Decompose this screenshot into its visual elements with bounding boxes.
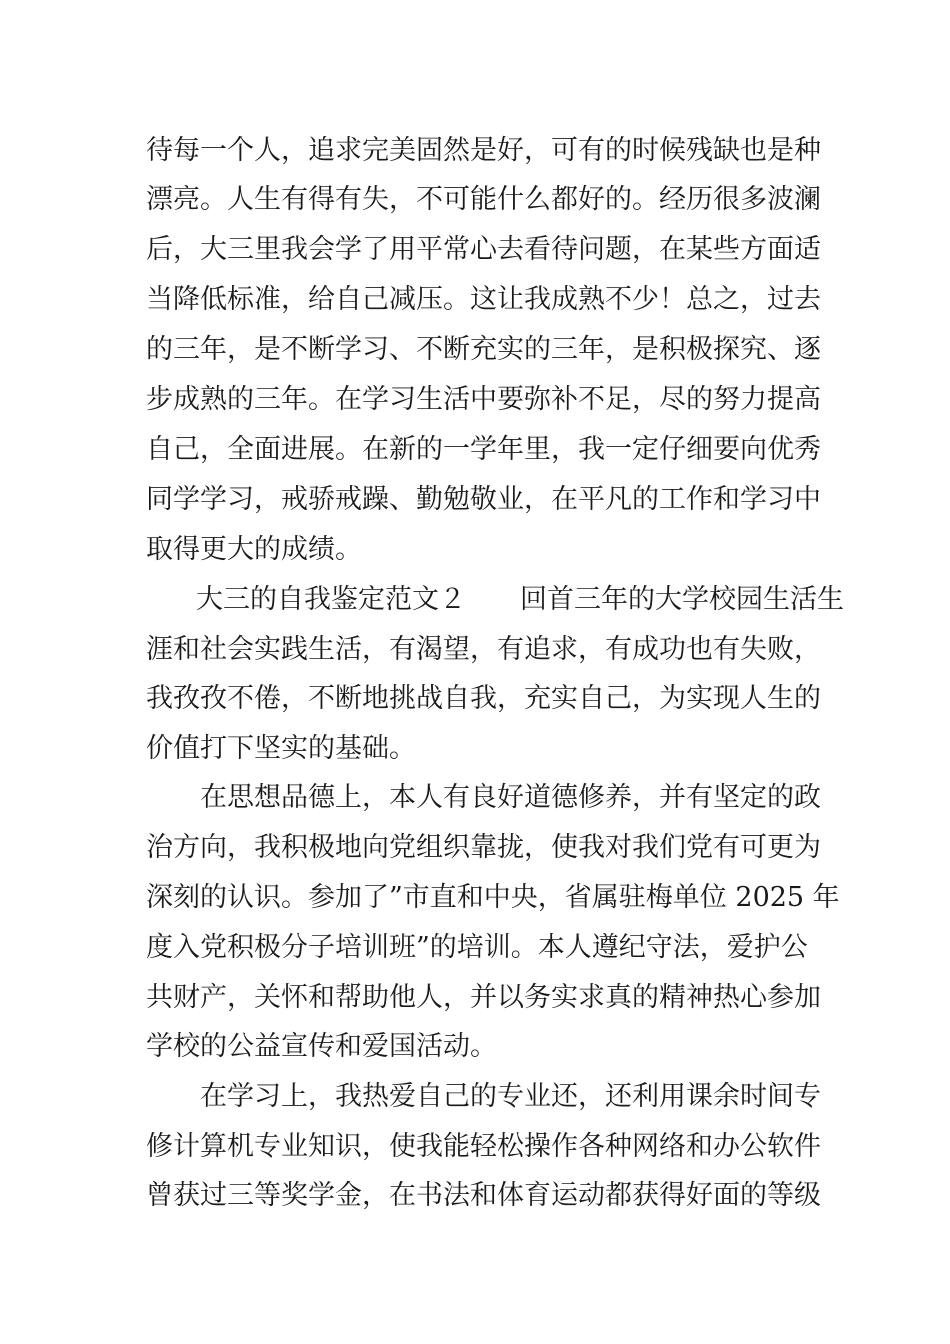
- text-line: 后，大三里我会学了用平常心去看待问题，在某些方面适: [146, 234, 821, 265]
- paragraph-first-line: 在思想品德上，本人有良好道德修养，并有坚定的政: [200, 782, 821, 813]
- text-line: 待每一个人，追求完美固然是好，可有的时候残缺也是种: [146, 135, 821, 166]
- section-heading-line: 大三的自我鉴定范文２ 回首三年的大学校园生活生: [196, 584, 844, 615]
- text-line: 自己，全面进展。在新的一学年里，我一定仔细要向优秀: [146, 434, 821, 465]
- text-line: 漂亮。人生有得有失，不可能什么都好的。经历很多波澜: [146, 184, 821, 215]
- text-line: 治方向，我积极地向党组织靠拢，使我对我们党有可更为: [146, 832, 821, 863]
- text-line: 当降低标准，给自己减压。这让我成熟不少！总之，过去: [146, 284, 821, 315]
- text-line: 度入党积极分子培训班”的培训。本人遵纪守法，爱护公: [146, 932, 808, 963]
- text-line: 共财产，关怀和帮助他人，并以务实求真的精神热心参加: [146, 982, 821, 1013]
- text-line: 同学学习，戒骄戒躁、勤勉敬业，在平凡的工作和学习中: [146, 484, 821, 515]
- text-line: 修计算机专业知识，使我能轻松操作各种网络和办公软件: [146, 1131, 821, 1162]
- text-line: 我孜孜不倦，不断地挑战自我，充实自己，为实现人生的: [146, 683, 821, 714]
- text-line: 深刻的认识。参加了”市直和中央，省属驻梅单位 2025 年: [146, 882, 840, 913]
- text-line: 学校的公益宣传和爱国活动。: [146, 1031, 497, 1062]
- text-line: 涯和社会实践生活，有渴望，有追求，有成功也有失败，: [146, 634, 821, 665]
- paragraph-first-line: 在学习上，我热爱自己的专业还，还利用课余时间专: [200, 1081, 821, 1112]
- text-line: 曾获过三等奖学金，在书法和体育运动都获得好面的等级: [146, 1180, 821, 1211]
- text-line: 价值打下坚实的基础。: [146, 733, 416, 764]
- text-line: 的三年，是不断学习、不断充实的三年，是积极探究、逐: [146, 334, 821, 365]
- text-line: 取得更大的成绩。: [146, 534, 362, 565]
- text-line: 步成熟的三年。在学习生活中要弥补不足，尽的努力提高: [146, 384, 821, 415]
